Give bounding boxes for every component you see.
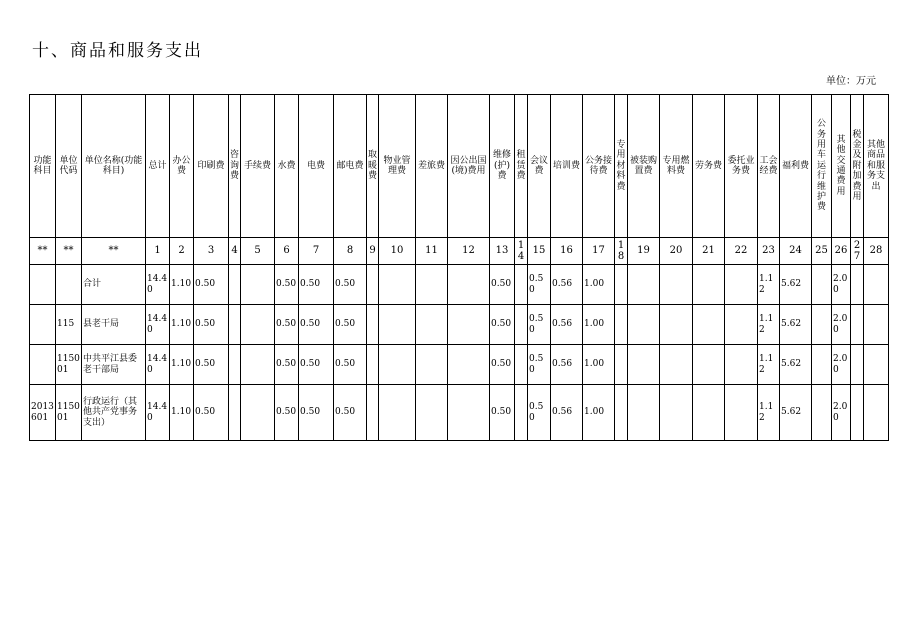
column-number-row-cell: 7 [299, 238, 334, 265]
table-cell [241, 265, 275, 305]
table-cell: 14.40 [146, 265, 170, 305]
unit-label: 单位：万元 [826, 76, 876, 87]
header-row [30, 95, 889, 238]
table-cell: 0.56 [551, 345, 583, 385]
header-row-cell: 总计 [146, 95, 170, 238]
header-row-cell: 工会经费 [758, 95, 780, 238]
header-row-cell: 其他交通费用 [832, 95, 851, 238]
table-cell: 0.50 [275, 305, 299, 345]
table-cell: 0.56 [551, 265, 583, 305]
table-cell: 1.10 [170, 265, 194, 305]
table-cell [864, 305, 889, 345]
column-number-row-cell: 5 [241, 238, 275, 265]
table-cell: 5.62 [780, 345, 812, 385]
table-cell: 0.50 [334, 265, 367, 305]
column-number-row-cell: 25 [812, 238, 832, 265]
table-cell [30, 345, 56, 385]
table-cell: 行政运行（其他共产党事务支出） [82, 385, 146, 441]
column-number-row-cell: 1 [146, 238, 170, 265]
header-row-cell: 培训费 [551, 95, 583, 238]
column-number-row-cell: 28 [864, 238, 889, 265]
table-cell: 115 [56, 305, 82, 345]
column-number-row-cell: 2 [170, 238, 194, 265]
table-cell [229, 385, 241, 441]
header-row-cell: 会议费 [528, 95, 551, 238]
column-number-row-cell: 23 [758, 238, 780, 265]
table-cell: 14.40 [146, 305, 170, 345]
table-cell: 1.00 [583, 265, 615, 305]
table-cell [660, 305, 693, 345]
table-cell [615, 265, 628, 305]
table-row [30, 345, 889, 385]
table-cell [864, 385, 889, 441]
table-cell [660, 265, 693, 305]
table-row [30, 265, 889, 305]
table-cell [379, 345, 416, 385]
column-number-row-cell: 18 [615, 238, 628, 265]
table-cell [725, 385, 758, 441]
table-cell: 115001 [56, 345, 82, 385]
table-cell [851, 385, 864, 441]
column-number-row-cell: 10 [379, 238, 416, 265]
table-cell [515, 345, 528, 385]
table-cell: 14.40 [146, 385, 170, 441]
table-cell: 0.50 [334, 345, 367, 385]
column-number-row-cell: 8 [334, 238, 367, 265]
table-cell: 1.12 [758, 345, 780, 385]
header-row-cell: 维修(护)费 [490, 95, 515, 238]
header-row-cell: 劳务费 [693, 95, 725, 238]
table-cell: 5.62 [780, 385, 812, 441]
table-cell [615, 305, 628, 345]
header-row-cell: 其他商品和服务支出 [864, 95, 889, 238]
header-row-cell: 被装购置费 [628, 95, 660, 238]
header-row-cell: 取暖费 [367, 95, 379, 238]
column-number-row-cell: 4 [229, 238, 241, 265]
table-cell [851, 265, 864, 305]
table-cell [812, 305, 832, 345]
header-row-cell: 因公出国(境)费用 [448, 95, 490, 238]
header-row-cell: 办公费 [170, 95, 194, 238]
table-cell: 0.50 [194, 305, 229, 345]
column-number-row-cell: 9 [367, 238, 379, 265]
table-cell: 5.62 [780, 305, 812, 345]
table-cell [725, 345, 758, 385]
header-row-cell: 专用燃料费 [660, 95, 693, 238]
table-cell: 1.00 [583, 345, 615, 385]
table-cell [628, 345, 660, 385]
table-cell: 0.50 [275, 265, 299, 305]
column-number-row-cell: 3 [194, 238, 229, 265]
table-cell [864, 265, 889, 305]
table-cell [30, 265, 56, 305]
table-cell [379, 265, 416, 305]
table-cell [693, 345, 725, 385]
column-number-row-cell: 12 [448, 238, 490, 265]
column-number-row [30, 238, 889, 265]
column-number-row-cell: 21 [693, 238, 725, 265]
table-cell [229, 345, 241, 385]
table-cell: 中共平江县委老干部局 [82, 345, 146, 385]
header-row-cell: 单位名称(功能科目) [82, 95, 146, 238]
table-cell [628, 305, 660, 345]
header-row-cell: 物业管理费 [379, 95, 416, 238]
header-row-cell: 专用材料费 [615, 95, 628, 238]
table-cell [615, 385, 628, 441]
table-cell: 0.50 [299, 345, 334, 385]
table-cell [812, 345, 832, 385]
table-cell [229, 265, 241, 305]
table-cell: 2.00 [832, 265, 851, 305]
header-row-cell: 单位代码 [56, 95, 82, 238]
table-cell: 0.50 [528, 305, 551, 345]
table-cell [448, 345, 490, 385]
table-cell: 1.12 [758, 305, 780, 345]
column-number-row-cell: 16 [551, 238, 583, 265]
table-cell: 县老干局 [82, 305, 146, 345]
table-cell [660, 345, 693, 385]
table-cell: 0.50 [490, 385, 515, 441]
table-cell: 14.40 [146, 345, 170, 385]
table-cell [416, 305, 448, 345]
table-cell: 0.50 [490, 305, 515, 345]
table-cell: 0.50 [528, 385, 551, 441]
table-cell [628, 265, 660, 305]
table-cell: 1.10 [170, 305, 194, 345]
header-row-cell: 公务接待费 [583, 95, 615, 238]
column-number-row-cell: 11 [416, 238, 448, 265]
header-row-cell: 差旅费 [416, 95, 448, 238]
table-cell [812, 385, 832, 441]
table-cell: 1.00 [583, 385, 615, 441]
table-cell: 0.50 [334, 385, 367, 441]
table-cell: 5.62 [780, 265, 812, 305]
header-row-cell: 水费 [275, 95, 299, 238]
table-cell [515, 385, 528, 441]
table-cell: 0.50 [528, 345, 551, 385]
table-cell [241, 385, 275, 441]
table-row [30, 385, 889, 441]
table-cell: 0.56 [551, 385, 583, 441]
table-cell: 1.10 [170, 385, 194, 441]
table-cell [628, 385, 660, 441]
column-number-row-cell: 13 [490, 238, 515, 265]
table-cell [851, 305, 864, 345]
table-cell: 0.50 [490, 265, 515, 305]
table-cell [241, 305, 275, 345]
header-row-cell: 电费 [299, 95, 334, 238]
table-cell [615, 345, 628, 385]
table-cell [851, 345, 864, 385]
table-cell [725, 305, 758, 345]
table-cell: 1.10 [170, 345, 194, 385]
column-number-row-cell: 6 [275, 238, 299, 265]
header-row-cell: 功能科目 [30, 95, 56, 238]
header-row-cell: 委托业务费 [725, 95, 758, 238]
table-cell [515, 305, 528, 345]
column-number-row-cell: 24 [780, 238, 812, 265]
table-cell: 2.00 [832, 345, 851, 385]
table-cell [448, 305, 490, 345]
column-number-row-cell: 27 [851, 238, 864, 265]
table-cell [367, 305, 379, 345]
table-row [30, 305, 889, 345]
table-cell [379, 305, 416, 345]
table-cell: 0.50 [490, 345, 515, 385]
column-number-row-cell: 15 [528, 238, 551, 265]
column-number-row-cell: 17 [583, 238, 615, 265]
table-cell [660, 385, 693, 441]
table-cell: 2.00 [832, 305, 851, 345]
table-cell [725, 265, 758, 305]
table-cell [416, 265, 448, 305]
column-number-row-cell: 14 [515, 238, 528, 265]
page-title: 十、商品和服务支出 [32, 41, 203, 61]
table-cell: 1.00 [583, 305, 615, 345]
table-cell [367, 385, 379, 441]
table-cell: 0.50 [275, 345, 299, 385]
table-cell: 0.50 [299, 305, 334, 345]
table-cell [56, 265, 82, 305]
column-number-row-cell: 22 [725, 238, 758, 265]
header-row-cell: 公务用车运行维护费 [812, 95, 832, 238]
table-cell [367, 345, 379, 385]
table-cell [693, 305, 725, 345]
table-cell [515, 265, 528, 305]
header-row-cell: 邮电费 [334, 95, 367, 238]
table-cell: 0.50 [194, 385, 229, 441]
table-cell [864, 345, 889, 385]
table-cell [448, 385, 490, 441]
table-cell: 0.50 [334, 305, 367, 345]
table-cell [812, 265, 832, 305]
header-row-cell: 咨询费 [229, 95, 241, 238]
table-cell: 2013601 [30, 385, 56, 441]
expense-table [29, 94, 889, 441]
table-cell: 0.56 [551, 305, 583, 345]
header-row-cell: 手续费 [241, 95, 275, 238]
table-cell [448, 265, 490, 305]
table-cell: 0.50 [194, 345, 229, 385]
table-cell [379, 385, 416, 441]
table-cell: 0.50 [299, 265, 334, 305]
header-row-cell: 税金及附加费用 [851, 95, 864, 238]
table-cell [367, 265, 379, 305]
table-cell [693, 385, 725, 441]
column-number-row-cell: 26 [832, 238, 851, 265]
table-cell [416, 385, 448, 441]
table-cell: 合计 [82, 265, 146, 305]
table-cell [693, 265, 725, 305]
table-cell: 0.50 [275, 385, 299, 441]
table-cell: 1.12 [758, 265, 780, 305]
column-number-row-cell: ** [30, 238, 56, 265]
column-number-row-cell: ** [56, 238, 82, 265]
column-number-row-cell: 20 [660, 238, 693, 265]
table-cell: 1.12 [758, 385, 780, 441]
header-row-cell: 印刷费 [194, 95, 229, 238]
table-cell: 115001 [56, 385, 82, 441]
table-cell [241, 345, 275, 385]
table-cell: 0.50 [194, 265, 229, 305]
table-cell: 0.50 [299, 385, 334, 441]
header-row-cell: 租赁费 [515, 95, 528, 238]
header-row-cell: 福利费 [780, 95, 812, 238]
table-cell: 0.50 [528, 265, 551, 305]
table-cell [416, 345, 448, 385]
column-number-row-cell: 19 [628, 238, 660, 265]
table-cell [30, 305, 56, 345]
table-cell [229, 305, 241, 345]
table-cell: 2.00 [832, 385, 851, 441]
column-number-row-cell: ** [82, 238, 146, 265]
